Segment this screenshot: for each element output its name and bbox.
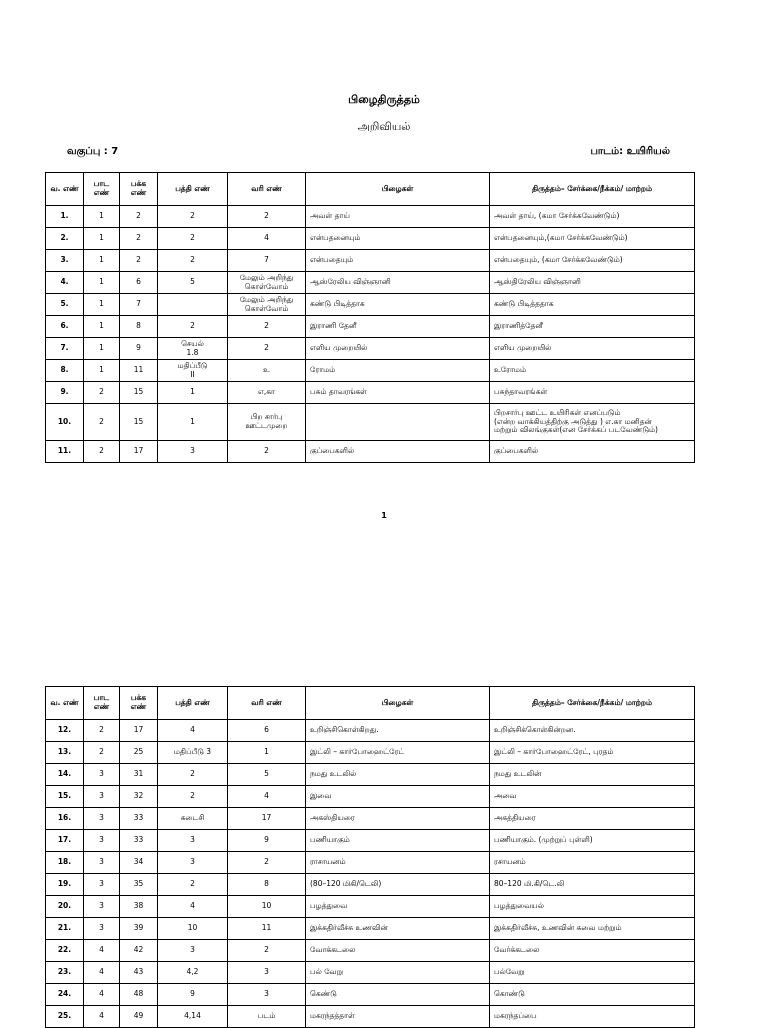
cell-page-no: 9 xyxy=(120,338,158,360)
header-line-no: வரி எண் xyxy=(228,687,306,720)
header-page-no: பக்க எண் xyxy=(120,173,158,206)
cell-lesson-no: 3 xyxy=(84,918,120,940)
cell-paragraph-no: மதிப்பீடு 3 xyxy=(158,742,228,764)
cell-lesson-no: 1 xyxy=(84,360,120,382)
cell-error: அகஸ்தியரை xyxy=(306,808,490,830)
cell-correction: இட்லி – கார்போஹைட்ரேட், புரதம் xyxy=(490,742,695,764)
cell-paragraph-no: 2 xyxy=(158,874,228,896)
cell-line-no: 6 xyxy=(228,720,306,742)
cell-correction: ஆஸ்திரேலிய விஞ்ஞானி xyxy=(490,272,695,294)
table-row xyxy=(46,228,695,250)
cell-error: உறிஞ்சிகொள்கிறது. xyxy=(306,720,490,742)
cell-line-no: 2 xyxy=(228,316,306,338)
cell-lesson-no: 2 xyxy=(84,404,120,441)
cell-error: இக்கதிர்வீச்சு உணவின் xyxy=(306,918,490,940)
cell-paragraph-no: 9 xyxy=(158,984,228,1006)
page-title: பிழைதிருத்தம் xyxy=(348,93,420,106)
cell-lesson-no: 3 xyxy=(84,852,120,874)
cell-line-no: உ xyxy=(228,360,306,382)
cell-line-no: 1 xyxy=(228,742,306,764)
cell-error: இட்லி – கார்போஹைட்ரேட் xyxy=(306,742,490,764)
cell-line-no: மேலும் அறிந்து கொள்வோம் xyxy=(228,272,306,294)
cell-correction: பணியாகும். (முற்றுப் புள்ளி) xyxy=(490,830,695,852)
cell-error: வோக்கடலை xyxy=(306,940,490,962)
cell-error xyxy=(306,404,490,441)
cell-serial-no: 23. xyxy=(46,962,84,984)
cell-lesson-no: 2 xyxy=(84,742,120,764)
cell-paragraph-no: 2 xyxy=(158,250,228,272)
cell-error: இவை xyxy=(306,786,490,808)
cell-correction: வேர்க்கடலை xyxy=(490,940,695,962)
cell-serial-no: 13. xyxy=(46,742,84,764)
cell-line-no: 7 xyxy=(228,250,306,272)
cell-error: என்பதையும் xyxy=(306,250,490,272)
table-row xyxy=(46,896,695,918)
cell-paragraph-no: 2 xyxy=(158,206,228,228)
cell-line-no: 2 xyxy=(228,206,306,228)
header-errors: பிழைகள் xyxy=(306,173,490,206)
cell-lesson-no: 1 xyxy=(84,338,120,360)
cell-serial-no: 11. xyxy=(46,441,84,463)
cell-paragraph-no: 4 xyxy=(158,896,228,918)
cell-serial-no: 1. xyxy=(46,206,84,228)
cell-paragraph-no: 4 xyxy=(158,720,228,742)
cell-page-no: 2 xyxy=(120,228,158,250)
cell-lesson-no: 2 xyxy=(84,382,120,404)
cell-paragraph-no: 4,14 xyxy=(158,1006,228,1028)
header-corrections: திருத்தம்– சேர்க்கை/நீக்கம்/ மாற்றம் xyxy=(490,173,695,206)
cell-lesson-no: 1 xyxy=(84,250,120,272)
cell-serial-no: 9. xyxy=(46,382,84,404)
cell-error: பணியாகும் xyxy=(306,830,490,852)
cell-correction: அகத்தியரை xyxy=(490,808,695,830)
cell-page-no: 42 xyxy=(120,940,158,962)
cell-paragraph-no: செயல் 1.8 xyxy=(158,338,228,360)
table-row xyxy=(46,441,695,463)
cell-paragraph-no: மதிப்பீடு II xyxy=(158,360,228,382)
cell-paragraph-no: 2 xyxy=(158,228,228,250)
header-lesson-no: பாட எண் xyxy=(84,173,120,206)
cell-line-no: பிற சார்பு ஊட்டமுறை xyxy=(228,404,306,441)
cell-error: கண்டு பிடித்தாக xyxy=(306,294,490,316)
cell-lesson-no: 4 xyxy=(84,1006,120,1028)
cell-line-no: 9 xyxy=(228,830,306,852)
cell-line-no: 5 xyxy=(228,764,306,786)
cell-line-no: 3 xyxy=(228,984,306,1006)
table-row xyxy=(46,206,695,228)
cell-paragraph-no: 4,2 xyxy=(158,962,228,984)
cell-lesson-no: 1 xyxy=(84,206,120,228)
cell-paragraph-no: 2 xyxy=(158,764,228,786)
cell-serial-no: 4. xyxy=(46,272,84,294)
cell-page-no: 15 xyxy=(120,382,158,404)
cell-error: பல் வேறு xyxy=(306,962,490,984)
table-row xyxy=(46,830,695,852)
cell-page-no: 7 xyxy=(120,294,158,316)
cell-serial-no: 6. xyxy=(46,316,84,338)
cell-line-no: 2 xyxy=(228,852,306,874)
cell-page-no: 33 xyxy=(120,830,158,852)
cell-correction: எளிய முறையில் xyxy=(490,338,695,360)
cell-serial-no: 5. xyxy=(46,294,84,316)
cell-page-no: 8 xyxy=(120,316,158,338)
cell-error: பசும் தாவரங்கள் xyxy=(306,382,490,404)
cell-serial-no: 16. xyxy=(46,808,84,830)
cell-paragraph-no: 2 xyxy=(158,316,228,338)
table-header-row xyxy=(46,687,695,720)
table-row xyxy=(46,874,695,896)
header-page-no: பக்க எண் xyxy=(120,687,158,720)
cell-error: நமது உடலில் xyxy=(306,764,490,786)
cell-correction: உரோமம் xyxy=(490,360,695,382)
header-errors: பிழைகள் xyxy=(306,687,490,720)
cell-correction: குப்பைகளில் xyxy=(490,441,695,463)
cell-serial-no: 10. xyxy=(46,404,84,441)
cell-lesson-no: 3 xyxy=(84,786,120,808)
cell-lesson-no: 3 xyxy=(84,874,120,896)
table-row xyxy=(46,404,695,441)
cell-page-no: 38 xyxy=(120,896,158,918)
cell-lesson-no: 1 xyxy=(84,316,120,338)
cell-line-no: 11 xyxy=(228,918,306,940)
cell-line-no: 4 xyxy=(228,228,306,250)
cell-serial-no: 20. xyxy=(46,896,84,918)
cell-error: ஆஸ்ரேலிய விஞ்ஞானி xyxy=(306,272,490,294)
cell-correction: மகரந்தப்பை xyxy=(490,1006,695,1028)
cell-paragraph-no: 10 xyxy=(158,918,228,940)
cell-page-no: 33 xyxy=(120,808,158,830)
cell-lesson-no: 3 xyxy=(84,830,120,852)
cell-serial-no: 7. xyxy=(46,338,84,360)
cell-error: இராணி தேனீ xyxy=(306,316,490,338)
cell-error: ரோமம் xyxy=(306,360,490,382)
cell-correction: இராணித்தேனீ xyxy=(490,316,695,338)
cell-correction: பிறசார்பு ஊட்ட உயிரிகள் எனப்படும் (என்ற வாக்கியத்திற்கு அடுத்து ) எ.கா மனிதன் மற்றும் விலங்குகள்(என சேர்க்கப் படவேண்டும்) xyxy=(490,404,695,441)
cell-correction: என்பதனையும்,(கமா சேர்க்கவேண்டும்) xyxy=(490,228,695,250)
cell-lesson-no: 1 xyxy=(84,294,120,316)
cell-lesson-no: 4 xyxy=(84,940,120,962)
table-row xyxy=(46,360,695,382)
header-lesson-no: பாட எண் xyxy=(84,687,120,720)
cell-paragraph-no: 3 xyxy=(158,830,228,852)
cell-page-no: 25 xyxy=(120,742,158,764)
cell-paragraph-no: 1 xyxy=(158,404,228,441)
cell-lesson-no: 1 xyxy=(84,228,120,250)
cell-page-no: 17 xyxy=(120,720,158,742)
subject-heading: அறிவியல் xyxy=(357,120,411,133)
cell-lesson-no: 3 xyxy=(84,808,120,830)
cell-serial-no: 18. xyxy=(46,852,84,874)
cell-page-no: 49 xyxy=(120,1006,158,1028)
cell-lesson-no: 1 xyxy=(84,272,120,294)
cell-serial-no: 25. xyxy=(46,1006,84,1028)
cell-serial-no: 15. xyxy=(46,786,84,808)
cell-line-no: படம் xyxy=(228,1006,306,1028)
cell-serial-no: 14. xyxy=(46,764,84,786)
header-corrections: திருத்தம்– சேர்க்கை/நீக்கம்/ மாற்றம் xyxy=(490,687,695,720)
table-row xyxy=(46,764,695,786)
errata-table-1 xyxy=(45,172,695,463)
cell-correction: பழத்துவையல் xyxy=(490,896,695,918)
cell-correction: என்பதையும், (கமா சேர்க்கவேண்டும்) xyxy=(490,250,695,272)
cell-correction: பசுந்தாவரங்கள் xyxy=(490,382,695,404)
cell-serial-no: 24. xyxy=(46,984,84,1006)
cell-page-no: 32 xyxy=(120,786,158,808)
cell-correction: இக்கதிர்வீச்சு, உணவின் சுவை மற்றும் xyxy=(490,918,695,940)
cell-page-no: 39 xyxy=(120,918,158,940)
cell-page-no: 17 xyxy=(120,441,158,463)
cell-error: அவள் தாய் xyxy=(306,206,490,228)
table-row xyxy=(46,382,695,404)
cell-error: எளிய முறையில் xyxy=(306,338,490,360)
cell-page-no: 11 xyxy=(120,360,158,382)
cell-correction: அவை xyxy=(490,786,695,808)
cell-line-no: 10 xyxy=(228,896,306,918)
cell-lesson-no: 2 xyxy=(84,441,120,463)
cell-correction: கொண்டு xyxy=(490,984,695,1006)
table-row xyxy=(46,720,695,742)
table-row xyxy=(46,338,695,360)
cell-line-no: 2 xyxy=(228,338,306,360)
table-row xyxy=(46,852,695,874)
cell-page-no: 15 xyxy=(120,404,158,441)
cell-correction: உறிஞ்சிக்கொள்கின்றன. xyxy=(490,720,695,742)
cell-page-no: 2 xyxy=(120,250,158,272)
cell-line-no: 4 xyxy=(228,786,306,808)
cell-line-no: 8 xyxy=(228,874,306,896)
cell-paragraph-no xyxy=(158,294,228,316)
table-row xyxy=(46,918,695,940)
cell-serial-no: 8. xyxy=(46,360,84,382)
table-header-row xyxy=(46,173,695,206)
cell-paragraph-no: 3 xyxy=(158,441,228,463)
cell-error: கெண்டு xyxy=(306,984,490,1006)
table-row xyxy=(46,294,695,316)
cell-serial-no: 12. xyxy=(46,720,84,742)
cell-page-no: 35 xyxy=(120,874,158,896)
header-line-no: வரி எண் xyxy=(228,173,306,206)
cell-correction: கண்டு பிடித்ததாக xyxy=(490,294,695,316)
table-row xyxy=(46,1006,695,1028)
class-label: வகுப்பு : 7 xyxy=(67,146,119,157)
table-row xyxy=(46,786,695,808)
cell-line-no: எ,கா xyxy=(228,382,306,404)
cell-paragraph-no: 2 xyxy=(158,786,228,808)
table-row xyxy=(46,742,695,764)
cell-page-no: 6 xyxy=(120,272,158,294)
cell-serial-no: 22. xyxy=(46,940,84,962)
cell-paragraph-no: கடைசி xyxy=(158,808,228,830)
header-serial-no: வ. எண் xyxy=(46,173,84,206)
cell-correction: பல்வேறு xyxy=(490,962,695,984)
header-serial-no: வ. எண் xyxy=(46,687,84,720)
cell-error: (80–120 மிகி/டெலி) xyxy=(306,874,490,896)
header-paragraph-no: பத்தி எண் xyxy=(158,687,228,720)
page-number: 1 xyxy=(381,511,387,520)
table-row xyxy=(46,250,695,272)
cell-correction: நமது உடலின் xyxy=(490,764,695,786)
cell-paragraph-no: 3 xyxy=(158,940,228,962)
cell-lesson-no: 3 xyxy=(84,896,120,918)
cell-serial-no: 17. xyxy=(46,830,84,852)
cell-lesson-no: 3 xyxy=(84,764,120,786)
table-row xyxy=(46,272,695,294)
cell-page-no: 2 xyxy=(120,206,158,228)
cell-serial-no: 21. xyxy=(46,918,84,940)
cell-correction: ரசாயனம் xyxy=(490,852,695,874)
cell-error: ராசாயனம் xyxy=(306,852,490,874)
cell-paragraph-no: 3 xyxy=(158,852,228,874)
cell-line-no: மேலும் அறிந்து கொள்வோம் xyxy=(228,294,306,316)
cell-lesson-no: 2 xyxy=(84,720,120,742)
cell-line-no: 17 xyxy=(228,808,306,830)
table-row xyxy=(46,962,695,984)
cell-page-no: 48 xyxy=(120,984,158,1006)
cell-error: என்பதனையும் xyxy=(306,228,490,250)
cell-paragraph-no: 1 xyxy=(158,382,228,404)
cell-lesson-no: 4 xyxy=(84,962,120,984)
cell-error: குப்பைகளில் xyxy=(306,441,490,463)
cell-lesson-no: 4 xyxy=(84,984,120,1006)
errata-table-2 xyxy=(45,686,695,1028)
table-row xyxy=(46,316,695,338)
cell-serial-no: 3. xyxy=(46,250,84,272)
cell-error: மகரந்தத்தாள் xyxy=(306,1006,490,1028)
cell-serial-no: 2. xyxy=(46,228,84,250)
table-row xyxy=(46,984,695,1006)
table-row xyxy=(46,808,695,830)
header-paragraph-no: பத்தி எண் xyxy=(158,173,228,206)
cell-correction: 80–120 மி.கி/டெ.லி xyxy=(490,874,695,896)
cell-line-no: 3 xyxy=(228,962,306,984)
cell-line-no: 2 xyxy=(228,441,306,463)
cell-serial-no: 19. xyxy=(46,874,84,896)
table-row xyxy=(46,940,695,962)
cell-line-no: 2 xyxy=(228,940,306,962)
cell-correction: அவள் தாய், (கமா சேர்க்கவேண்டும்) xyxy=(490,206,695,228)
cell-page-no: 43 xyxy=(120,962,158,984)
cell-page-no: 31 xyxy=(120,764,158,786)
cell-error: பழத்துவை xyxy=(306,896,490,918)
lesson-label: பாடம்: உயிரியல் xyxy=(590,146,670,157)
cell-paragraph-no: 5 xyxy=(158,272,228,294)
cell-page-no: 34 xyxy=(120,852,158,874)
